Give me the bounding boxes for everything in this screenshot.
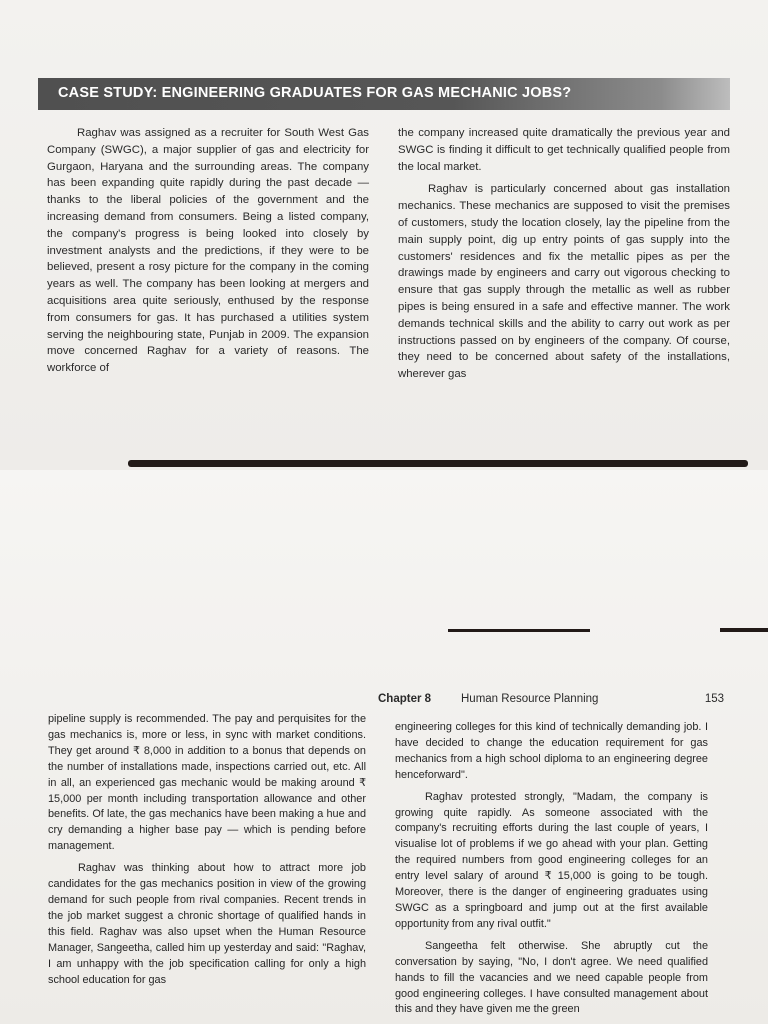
page-header	[378, 693, 724, 711]
top-left-column	[47, 125, 369, 377]
page-edge-line	[448, 629, 590, 632]
section-title: Human Resource Planning	[461, 693, 599, 705]
bottom-left-column	[48, 712, 366, 988]
paragraph: engineering colleges for this kind of technically demanding job. I have decided to change the education requirement for gas mechanics from a high school diploma to an engineering degree henceforward".	[395, 721, 708, 781]
paragraph: the company increased quite dramatically the previous year and SWGC is finding it difficult to get technically qualified people from the local market.	[398, 127, 730, 173]
paragraph: Raghav was thinking about how to attract more job candidates for the gas mechanics position in view of the growing demand for such people from rival companies. Recent trends in the job market suggest a chronic shortage of qualified hands in this field. Raghav was also upset when the Human Resource Manager, Sangeetha, called him up yesterday and said: "Raghav, I am unhappy with the job specification calling for only a high school education for gas	[48, 862, 366, 986]
bottom-right-column	[395, 720, 708, 1018]
paragraph: Raghav was assigned as a recruiter for South West Gas Company (SWGC), a major supplier of gas and electricity for Gurgaon, Haryana and the surrounding areas. The company has been expanding quite rapidly during the past decade — thanks to the liberal policies of the government and the increasing demand from consumers. Being a listed company, the company's progress is being looked into closely by investment analysts and the predictions, if they were to be believed, present a rosy picture for the company in the coming years as well. The company has been looking at mergers and acquisitions area quite seriously, enthused by the response from consumers for gas. It has purchased a utilities system serving the neighbouring state, Punjab in 2009. The expansion move concerned Raghav for a variety of reasons. The workforce of	[47, 127, 369, 375]
case-study-title: CASE STUDY: ENGINEERING GRADUATES FOR GAS MECHANIC JOBS?	[58, 85, 572, 101]
page-edge-line	[720, 628, 768, 632]
top-right-column	[398, 125, 730, 383]
page-edge-divider	[128, 460, 748, 467]
page-number: 153	[704, 693, 724, 705]
chapter-label: Chapter 8	[378, 693, 432, 705]
paragraph: Sangeetha felt otherwise. She abruptly cut the conversation by saying, "No, I don't agree. We need qualified hands to fill the vacancies and we need capable people from good engineering colleges. I have consulted management about this and they have given me the green	[395, 939, 708, 1016]
case-study-banner	[38, 78, 730, 110]
paragraph: Raghav protested strongly, "Madam, the company is growing quite rapidly. As someone associated with the company's recruiting efforts during the last couple of years, I visualise lot of problems if we go ahead with your plan. Getting the required numbers from good engineering colleges for an entry level salary of around ₹ 15,000 is going to be tough. Moreover, there is the danger of engineering graduates using SWGC as a springboard and jump out at the first available opportunity from any rival outfit."	[395, 790, 708, 930]
paragraph: pipeline supply is recommended. The pay and perquisites for the gas mechanics is, more or less, in sync with market conditions. They get around ₹ 8,000 in addition to a bonus that depends on the number of installations made, inspections carried out, etc. All in all, an experienced gas mechanic would be making around ₹ 15,000 per month including transportation allowance and other benefits. Of late, the gas mechanics have been making a hue and cry demanding a higher base pay — which is pending before management.	[48, 713, 366, 853]
paragraph: Raghav is particularly concerned about gas installation mechanics. These mechanics are supposed to visit the premises of customers, study the location closely, lay the pipeline from the main supply point, dig up entry points of gas supply into the customers' residences and fix the metallic pipes as per the drawings made by engineers and carry out vigorous checking to ensure that gas supply through the metallic as well as rubber pipes is being ensured in a safe and effective manner. The work demands technical skills and the ability to carry out work as per instructions passed on by engineers of the company. Of course, they need to be concerned about safety of the installations, wherever gas	[398, 183, 730, 381]
